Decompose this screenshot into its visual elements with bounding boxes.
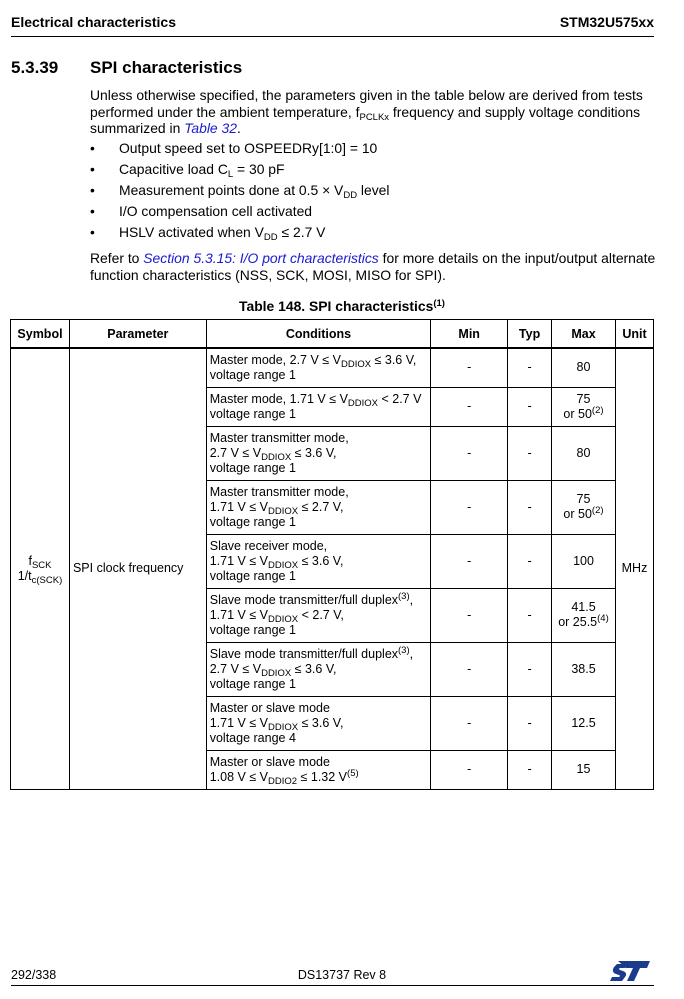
list-item: • HSLV activated when $V_{DD} \le 2.7$ V bbox=[90, 224, 326, 243]
st-logo-icon bbox=[609, 960, 651, 982]
header-rule bbox=[11, 36, 654, 37]
min-cell: - bbox=[431, 642, 508, 696]
typ-cell: - bbox=[508, 348, 552, 387]
list-item: • Capacitive load $C_L = 30$ pF bbox=[90, 161, 285, 180]
conditions-cell: Master or slave mode 1.71 $V \le V_{DDIOX} \le 3.6$ V, voltage range 4 bbox=[206, 696, 431, 750]
typ-cell: - bbox=[508, 534, 552, 588]
max-cell: 80 bbox=[552, 426, 616, 480]
conditions-cell: Master mode, 2.7 $V \le V_{DDIOX} \le 3.6$ V, voltage range 1 bbox=[206, 348, 431, 387]
table-caption: Table 148. SPI characteristics$^{(1)}$ bbox=[239, 298, 445, 314]
section-number: 5.3.39 bbox=[11, 58, 59, 77]
conditions-cell: Master mode, 1.71 $V \le V_{DDIOX} < 2.7$ V voltage range 1 bbox=[206, 387, 431, 426]
typ-cell: - bbox=[508, 426, 552, 480]
conditions-cell: Slave mode transmitter/full duplex$^{(3)}$, 2.7 $V \le V_{DDIOX} \le 3.6$ V, voltage range 1 bbox=[206, 642, 431, 696]
conditions-cell: Slave receiver mode, 1.71 $V \le V_{DDIOX} \le 3.6$ V, voltage range 1 bbox=[206, 534, 431, 588]
typ-cell: - bbox=[508, 387, 552, 426]
section-5-3-15-link[interactable]: Section 5.3.15: I/O port characteristics bbox=[143, 250, 379, 266]
refer-paragraph: Refer to Section 5.3.15: I/O port characteristics for more details on the input/output alternate function characteristics (NSS, SCK, MOSI, MISO for SPI). bbox=[90, 250, 656, 283]
min-cell: - bbox=[431, 387, 508, 426]
typ-cell: - bbox=[508, 750, 552, 789]
list-item: • I/O compensation cell activated bbox=[90, 203, 313, 219]
table-32-link[interactable]: Table 32 bbox=[184, 120, 237, 136]
header-min: Min bbox=[431, 320, 508, 349]
max-cell: 41.5 or 25.5$^{(4)}$ bbox=[552, 588, 616, 642]
max-cell: 15 bbox=[552, 750, 616, 789]
condition-list bbox=[90, 140, 390, 245]
max-cell: 38.5 bbox=[552, 642, 616, 696]
conditions-cell: Slave mode transmitter/full duplex$^{(3)}$, 1.71 $V \le V_{DDIOX} < 2.7$ V, voltage range 1 bbox=[206, 588, 431, 642]
min-cell: - bbox=[431, 534, 508, 588]
intro-paragraph: Unless otherwise specified, the parameters given in the table below are derived from tests performed under the ambient temperature, $f_{PCLKx}$ frequency and supply voltage conditions summarized in Table 32. bbox=[90, 87, 643, 136]
typ-cell: - bbox=[508, 480, 552, 534]
header-symbol: Symbol bbox=[11, 320, 70, 349]
symbol-cell: $f_{SCK}$ $1/t_{c(SCK)}$ bbox=[11, 348, 70, 789]
spi-characteristics-table bbox=[10, 319, 654, 790]
conditions-cell: Master transmitter mode, 1.71 $V \le V_{DDIOX} \le 2.7$ V, voltage range 1 bbox=[206, 480, 431, 534]
unit-cell: MHz bbox=[615, 348, 653, 789]
list-item: • Measurement points done at $0.5 \times V_{DD}$ level bbox=[90, 182, 390, 201]
header-unit: Unit bbox=[615, 320, 653, 349]
conditions-cell: Master or slave mode 1.08 $V \le V_{DDIO2} \le 1.32$ $V^{(5)}$ bbox=[206, 750, 431, 789]
min-cell: - bbox=[431, 696, 508, 750]
typ-cell: - bbox=[508, 588, 552, 642]
running-header-part-number: STM32U575xx bbox=[559, 14, 654, 30]
max-cell: 75 or 50$^{(2)}$ bbox=[552, 480, 616, 534]
section-title: SPI characteristics bbox=[90, 58, 243, 77]
table-row bbox=[11, 348, 654, 387]
min-cell: - bbox=[431, 588, 508, 642]
parameter-cell: SPI clock frequency bbox=[69, 348, 206, 789]
running-header-title: Electrical characteristics bbox=[11, 14, 176, 30]
max-cell: 100 bbox=[552, 534, 616, 588]
min-cell: - bbox=[431, 426, 508, 480]
footer-rule bbox=[11, 985, 654, 986]
table-header-row bbox=[11, 320, 654, 349]
conditions-cell: Master transmitter mode, 2.7 $V \le V_{DDIOX} \le 3.6$ V, voltage range 1 bbox=[206, 426, 431, 480]
min-cell: - bbox=[431, 348, 508, 387]
header-typ: Typ bbox=[508, 320, 552, 349]
typ-cell: - bbox=[508, 696, 552, 750]
max-cell: 80 bbox=[552, 348, 616, 387]
header-parameter: Parameter bbox=[69, 320, 206, 349]
list-item: • Output speed set to OSPEEDRy[1:0] = 10 bbox=[90, 140, 378, 156]
document-revision: DS13737 Rev 8 bbox=[297, 968, 387, 982]
min-cell: - bbox=[431, 480, 508, 534]
max-cell: 75 or 50$^{(2)}$ bbox=[552, 387, 616, 426]
typ-cell: - bbox=[508, 642, 552, 696]
max-cell: 12.5 bbox=[552, 696, 616, 750]
page-number: 292/338 bbox=[11, 968, 57, 982]
min-cell: - bbox=[431, 750, 508, 789]
header-max: Max bbox=[552, 320, 616, 349]
header-conditions: Conditions bbox=[206, 320, 431, 349]
